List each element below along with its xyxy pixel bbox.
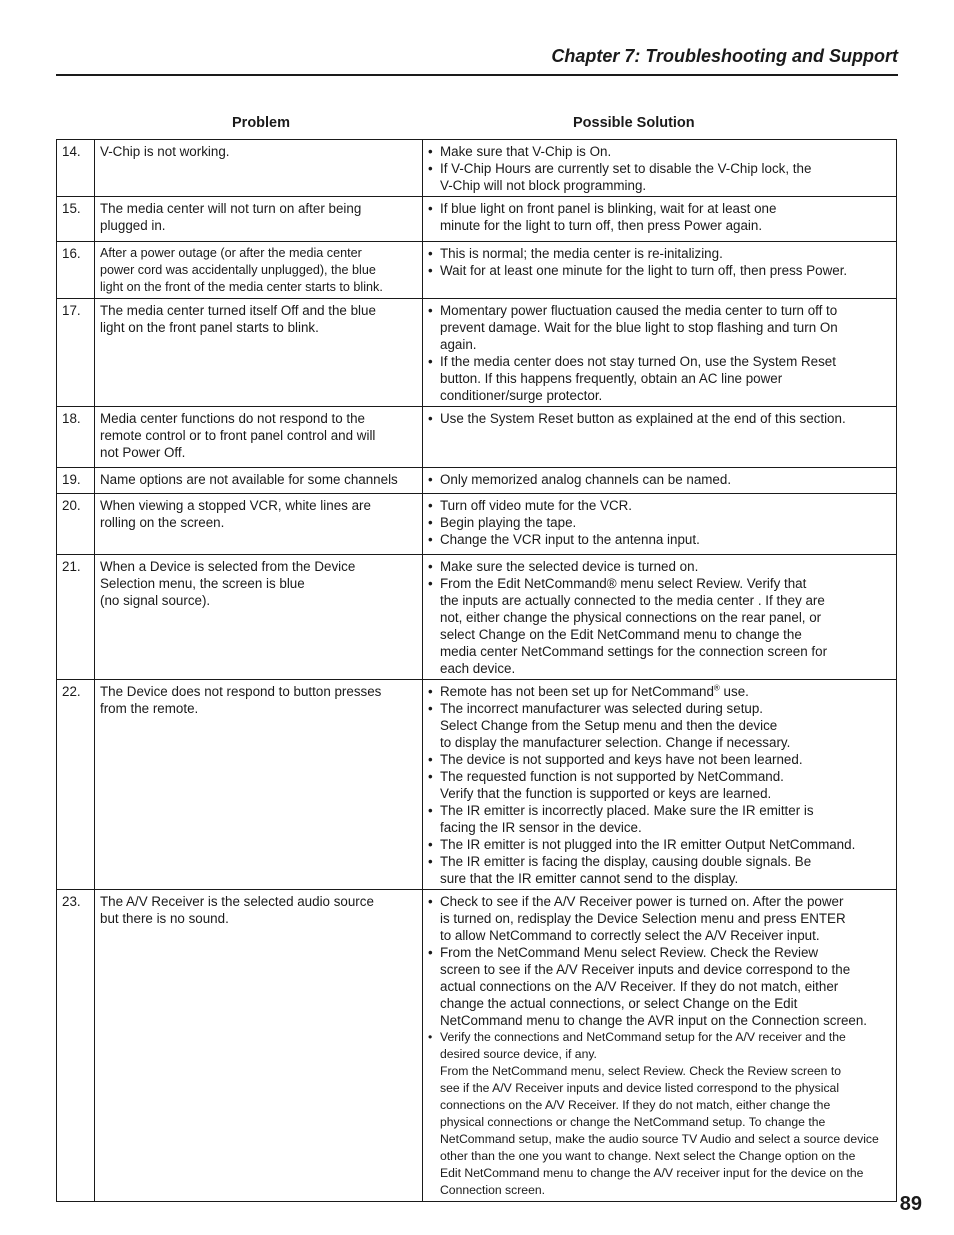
solution-text: The IR emitter is incorrectly placed. Make sure the IR emitter is facing the IR sensor in the device. — [440, 803, 814, 835]
solution-text: Only memorized analog channels can be named. — [440, 472, 732, 487]
solution-text: If the media center does not stay turned On, use the System Reset button. If this happens frequently, obtain an AC line power conditioner/surge protector. — [440, 354, 836, 403]
solution-text: This is normal; the media center is re-initalizing. — [440, 246, 723, 261]
solution-item: • The IR emitter is facing the display, causing double signals. Be sure that the IR emitter cannot send to the display. — [428, 853, 891, 887]
table-row — [57, 680, 897, 890]
troubleshooting-table — [56, 139, 897, 1202]
row-number: 20. — [57, 494, 95, 555]
solution-item: • Turn off video mute for the VCR. — [428, 497, 891, 514]
chapter-title: Chapter 7: Troubleshooting and Support — [551, 46, 898, 66]
problem-cell — [95, 140, 423, 197]
table-row — [57, 890, 897, 1202]
table-row — [57, 197, 897, 242]
column-header-solution: Possible Solution — [573, 115, 695, 131]
problem-cell — [95, 468, 423, 494]
solution-item: • This is normal; the media center is re-initalizing. — [428, 245, 891, 262]
solution-text: The requested function is not supported by NetCommand. Verify that the function is supported or keys are learned. — [440, 769, 784, 801]
solution-item: • Only memorized analog channels can be named. — [428, 471, 891, 488]
solution-text: From the Edit NetCommand® menu select Review. Verify that the inputs are actually connected to the media center . If they are not, either change the physical connections on the rear panel, or select Change on the Edit NetCommand menu to change the media center NetCommand settings for the connection screen for each device. — [440, 576, 828, 676]
table-row — [57, 407, 897, 468]
solution-item: • If blue light on front panel is blinking, wait for at least one minute for the light to turn off, then press Power again. — [428, 200, 891, 234]
problem-text: The A/V Receiver is the selected audio source but there is no sound. — [100, 894, 374, 926]
solution-item: • Make sure that V-Chip is On. — [428, 143, 891, 160]
solution-item: • If the media center does not stay turned On, use the System Reset button. If this happens frequently, obtain an AC line power conditioner/surge protector. — [428, 353, 891, 404]
solution-text: Turn off video mute for the VCR. — [440, 498, 633, 513]
solution-item: • The IR emitter is not plugged into the IR emitter Output NetCommand. — [428, 836, 891, 853]
table-row — [57, 468, 897, 494]
solution-item: • Use the System Reset button as explained at the end of this section. — [428, 410, 891, 427]
solution-text: Make sure the selected device is turned on. — [440, 559, 699, 574]
problem-cell — [95, 890, 423, 1202]
row-number: 23. — [57, 890, 95, 1202]
problem-cell — [95, 494, 423, 555]
solution-item: • The device is not supported and keys have not been learned. — [428, 751, 891, 768]
solution-item: • Remote has not been set up for NetCommand® use. — [428, 683, 749, 699]
problem-text: V-Chip is not working. — [100, 144, 230, 159]
problem-cell — [95, 197, 423, 242]
problem-cell — [95, 242, 423, 299]
solution-text: Change the VCR input to the antenna input. — [440, 532, 700, 547]
column-header-problem: Problem — [232, 115, 291, 131]
solution-item: • Momentary power fluctuation caused the media center to turn off to prevent damage. Wait for the blue light to stop flashing and turn On again. — [428, 302, 891, 353]
solution-text-tail: use. — [719, 684, 749, 699]
solution-item: • From the NetCommand Menu select Review. Check the Review screen to see if the A/V Receiver inputs and device correspond to the actual connections on the A/V Receiver. If they do not match, either change the actual connections, or select Change on the Edit NetCommand menu to change the AVR input on the Connection screen. — [428, 944, 891, 1029]
solution-text: The incorrect manufacturer was selected during setup. Select Change from the Setup menu and then the device to display the manufacturer selection. Change if necessary. — [440, 701, 791, 750]
solution-item: • The incorrect manufacturer was selected during setup. Select Change from the Setup menu and then the device to display the manufacturer selection. Change if necessary. — [428, 700, 891, 751]
table-row — [57, 140, 897, 197]
solution-text: Momentary power fluctuation caused the media center to turn off to prevent damage. Wait for the blue light to stop flashing and turn On again. — [440, 303, 838, 352]
solution-cell — [423, 494, 897, 555]
row-number: 22. — [57, 680, 95, 890]
row-number: 15. — [57, 197, 95, 242]
solution-text: Use the System Reset button as explained at the end of this section. — [440, 411, 846, 426]
row-number: 18. — [57, 407, 95, 468]
solution-item: • Make sure the selected device is turned on. — [428, 558, 891, 575]
solution-cell — [423, 555, 897, 680]
solution-cell — [423, 890, 897, 1202]
table-row — [57, 555, 897, 680]
problem-text: The media center will not turn on after being plugged in. — [100, 201, 362, 233]
solution-item: • Check to see if the A/V Receiver power is turned on. After the power is turned on, redisplay the Device Selection menu and press ENTER to allow NetCommand to correctly select the A/V Receiver input. — [428, 893, 891, 944]
solution-item: • Change the VCR input to the antenna input. — [428, 531, 891, 548]
registered-mark: ® — [713, 683, 720, 693]
problem-text: Name options are not available for some channels — [100, 472, 398, 487]
solution-cell — [423, 680, 897, 890]
problem-text: The media center turned itself Off and the blue light on the front panel starts to blink. — [100, 303, 376, 335]
solution-cell — [423, 299, 897, 407]
solution-item: • Wait for at least one minute for the light to turn off, then press Power. — [428, 262, 891, 279]
problem-text: When a Device is selected from the Device Selection menu, the screen is blue (no signal source). — [100, 559, 356, 608]
problem-cell — [95, 407, 423, 468]
solution-text: If V-Chip Hours are currently set to disable the V-Chip lock, the V-Chip will not block programming. — [440, 161, 812, 193]
solution-item: • Verify the connections and NetCommand setup for the A/V receiver and the desired source device, if any. From the NetCommand menu, select Review. Check the Review screen to see if the A/V Receiver inputs and device listed correspond to the physical connections on the A/V Receiver. If they do not match, either change the physical connections or change the NetCommand setup. To change the NetCommand setup, make the audio source TV Audio and select a source device other than the one you want to change. Next select the Change option on the Edit NetCommand menu to change the A/V receiver input for the device on the Connection screen. — [428, 1029, 891, 1199]
solution-text: Verify the connections and NetCommand setup for the A/V receiver and the desired source device, if any. From the NetCommand menu, select Review. Check the Review screen to see if the A/V Receiver inputs and device listed correspond to the physical connections on the A/V Receiver. If they do not match, either change the physical connections or change the NetCommand setup. To change the NetCommand setup, make the audio source TV Audio and select a source device other than the one you want to change. Next select the Change option on the Edit NetCommand menu to change the A/V receiver input for the device on the Connection screen. — [440, 1030, 879, 1197]
solution-text: The device is not supported and keys have not been learned. — [440, 752, 803, 767]
solution-text: If blue light on front panel is blinking, wait for at least one minute for the light to turn off, then press Power again. — [440, 201, 777, 233]
table-row — [57, 299, 897, 407]
problem-text: Media center functions do not respond to the remote control or to front panel control and will not Power Off. — [100, 411, 376, 460]
problem-text: When viewing a stopped VCR, white lines are rolling on the screen. — [100, 498, 371, 530]
solution-cell — [423, 407, 897, 468]
solution-text: From the NetCommand Menu select Review. Check the Review screen to see if the A/V Receiver inputs and device correspond to the actual connections on the A/V Receiver. If they do not match, either change the actual connections, or select Change on the Edit NetCommand menu to change the AVR input on the Connection screen. — [440, 945, 868, 1028]
problem-cell — [95, 555, 423, 680]
solution-text: Remote has not been set up for NetCommand — [440, 684, 714, 699]
problem-cell — [95, 299, 423, 407]
solution-text: Make sure that V-Chip is On. — [440, 144, 612, 159]
row-number: 19. — [57, 468, 95, 494]
problem-text: After a power outage (or after the media center power cord was accidentally unplugged), the blue light on the front of the media center starts to blink. — [100, 246, 383, 294]
solution-item: • The requested function is not supported by NetCommand. Verify that the function is supported or keys are learned. — [428, 768, 891, 802]
table-row — [57, 494, 897, 555]
solution-text: The IR emitter is not plugged into the IR emitter Output NetCommand. — [440, 837, 856, 852]
solution-cell — [423, 468, 897, 494]
solution-text: Begin playing the tape. — [440, 515, 577, 530]
solution-item: • From the Edit NetCommand® menu select Review. Verify that the inputs are actually connected to the media center . If they are not, either change the physical connections on the rear panel, or select Change on the Edit NetCommand menu to change the media center NetCommand settings for the connection screen for each device. — [428, 575, 891, 677]
row-number: 16. — [57, 242, 95, 299]
solution-item: • If V-Chip Hours are currently set to disable the V-Chip lock, the V-Chip will not block programming. — [428, 160, 891, 194]
row-number: 21. — [57, 555, 95, 680]
page-number: 89 — [899, 1193, 922, 1215]
row-number: 14. — [57, 140, 95, 197]
solution-text: Wait for at least one minute for the light to turn off, then press Power. — [440, 263, 848, 278]
problem-cell — [95, 680, 423, 890]
row-number: 17. — [57, 299, 95, 407]
solution-cell — [423, 140, 897, 197]
solution-item: • Begin playing the tape. — [428, 514, 891, 531]
table-row — [57, 242, 897, 299]
solution-text: The IR emitter is facing the display, causing double signals. Be sure that the IR emitter cannot send to the display. — [440, 854, 812, 886]
solution-cell — [423, 197, 897, 242]
solution-cell — [423, 242, 897, 299]
header-rule — [56, 74, 898, 76]
solution-item: • The IR emitter is incorrectly placed. Make sure the IR emitter is facing the IR sensor in the device. — [428, 802, 891, 836]
solution-text: Check to see if the A/V Receiver power is turned on. After the power is turned on, redisplay the Device Selection menu and press ENTER to allow NetCommand to correctly select the A/V Receiver input. — [440, 894, 846, 943]
problem-text: The Device does not respond to button presses from the remote. — [100, 684, 382, 716]
